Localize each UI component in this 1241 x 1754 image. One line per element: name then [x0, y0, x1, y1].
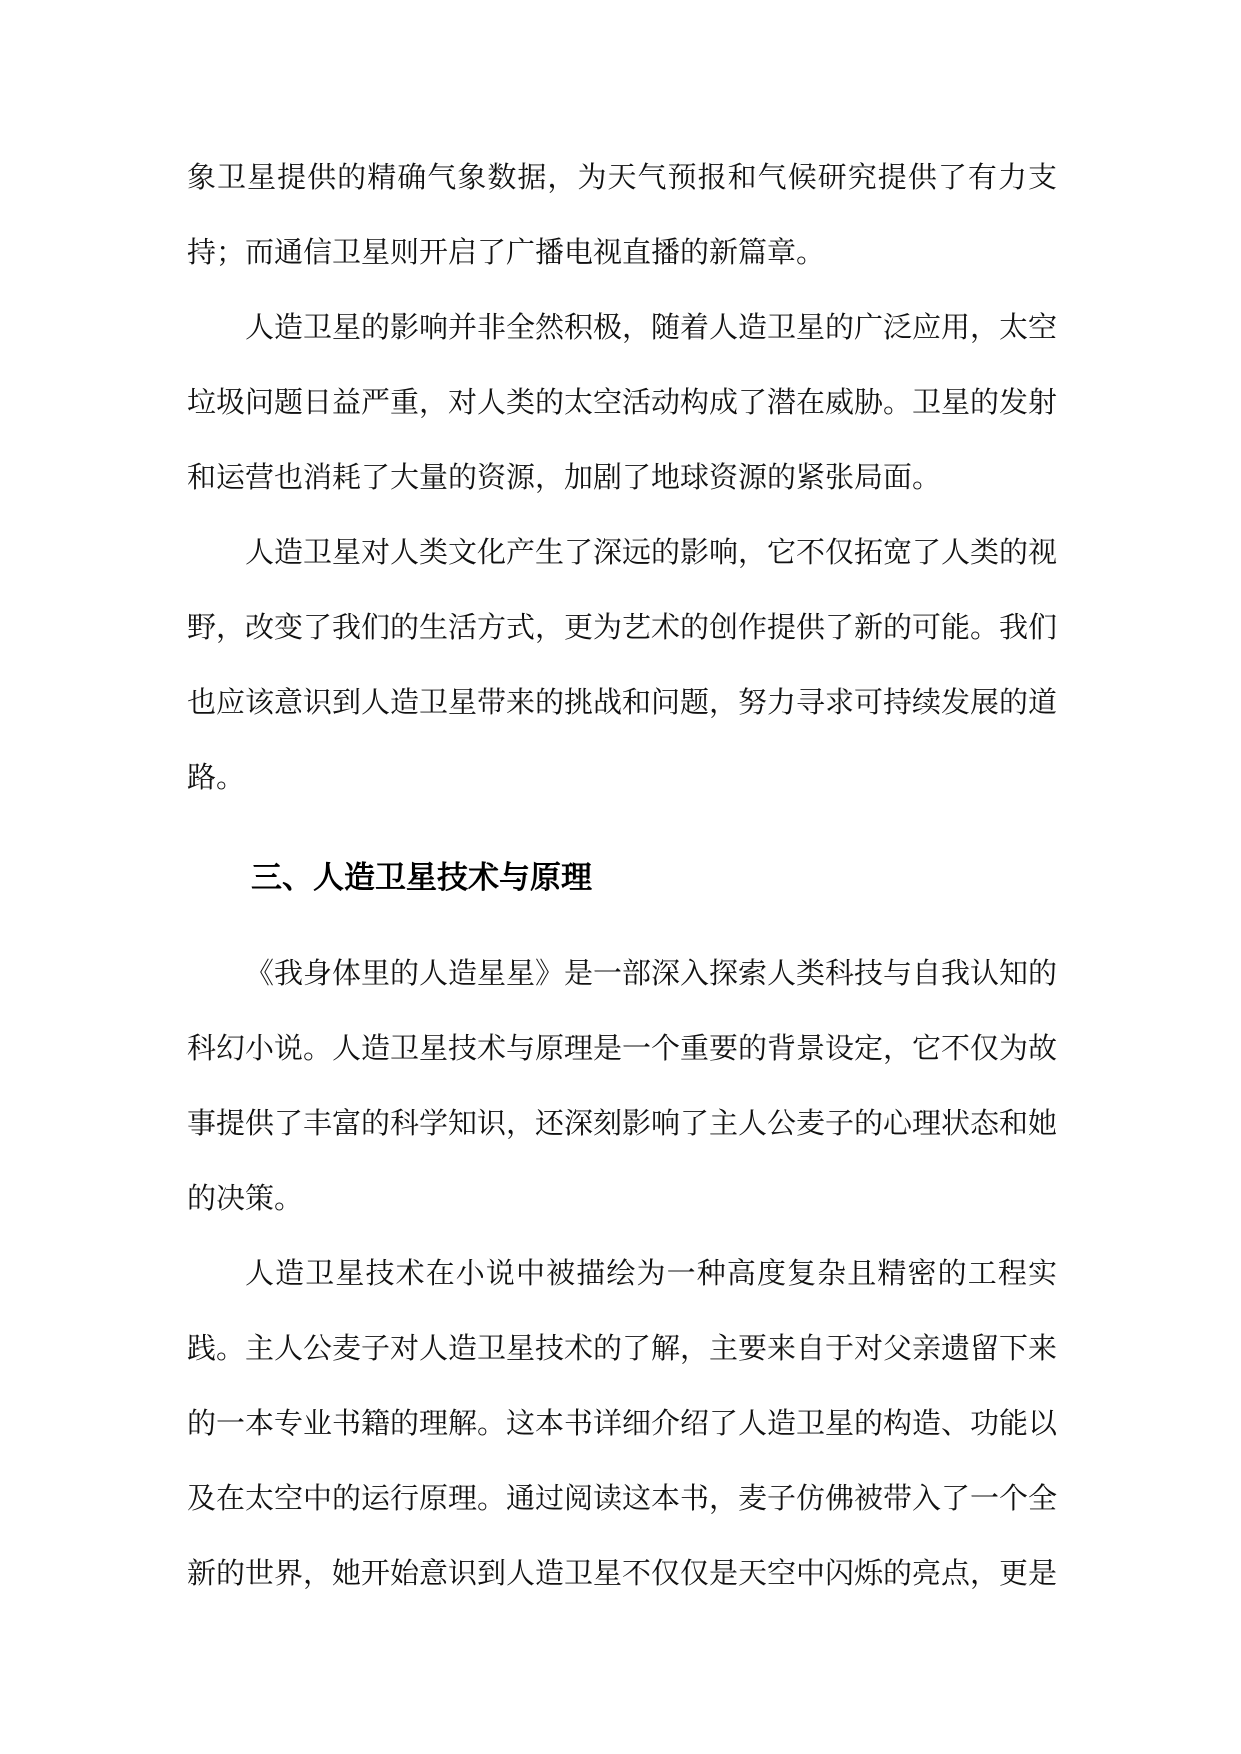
paragraph: 人造卫星技术在小说中被描绘为一种高度复杂且精密的工程实践。主人公麦子对人造卫星技术的了解，主要来自于对父亲遗留下来的一本专业书籍的理解。这本书详细介绍了人造卫星的构造、功能以及在太空中的运行原理。通过阅读这本书，麦子仿佛被带入了一个全新的世界，她开始意识到人造卫星不仅仅是天空中闪烁的亮点，更是: [187, 1256, 1058, 1590]
document-body: [187, 140, 1057, 1611]
paragraph: 《我身体里的人造星星》是一部深入探索人类科技与自我认知的科幻小说。人造卫星技术与原理是一个重要的背景设定，它不仅为故事提供了丰富的科学知识，还深刻影响了主人公麦子的心理状态和她的决策。: [187, 956, 1058, 1215]
paragraph-continuation: 象卫星提供的精确气象数据，为天气预报和气候研究提供了有力支持；而通信卫星则开启了广播电视直播的新篇章。: [187, 160, 1057, 269]
section-heading: 三、人造卫星技术与原理: [251, 860, 592, 896]
paragraph: 人造卫星对人类文化产生了深远的影响，它不仅拓宽了人类的视野，改变了我们的生活方式，更为艺术的创作提供了新的可能。我们也应该意识到人造卫星带来的挑战和问题，努力寻求可持续发展的道路。: [187, 535, 1058, 794]
paragraph: 人造卫星的影响并非全然积极，随着人造卫星的广泛应用，太空垃圾问题日益严重，对人类的太空活动构成了潜在威胁。卫星的发射和运营也消耗了大量的资源，加剧了地球资源的紧张局面。: [187, 310, 1058, 494]
